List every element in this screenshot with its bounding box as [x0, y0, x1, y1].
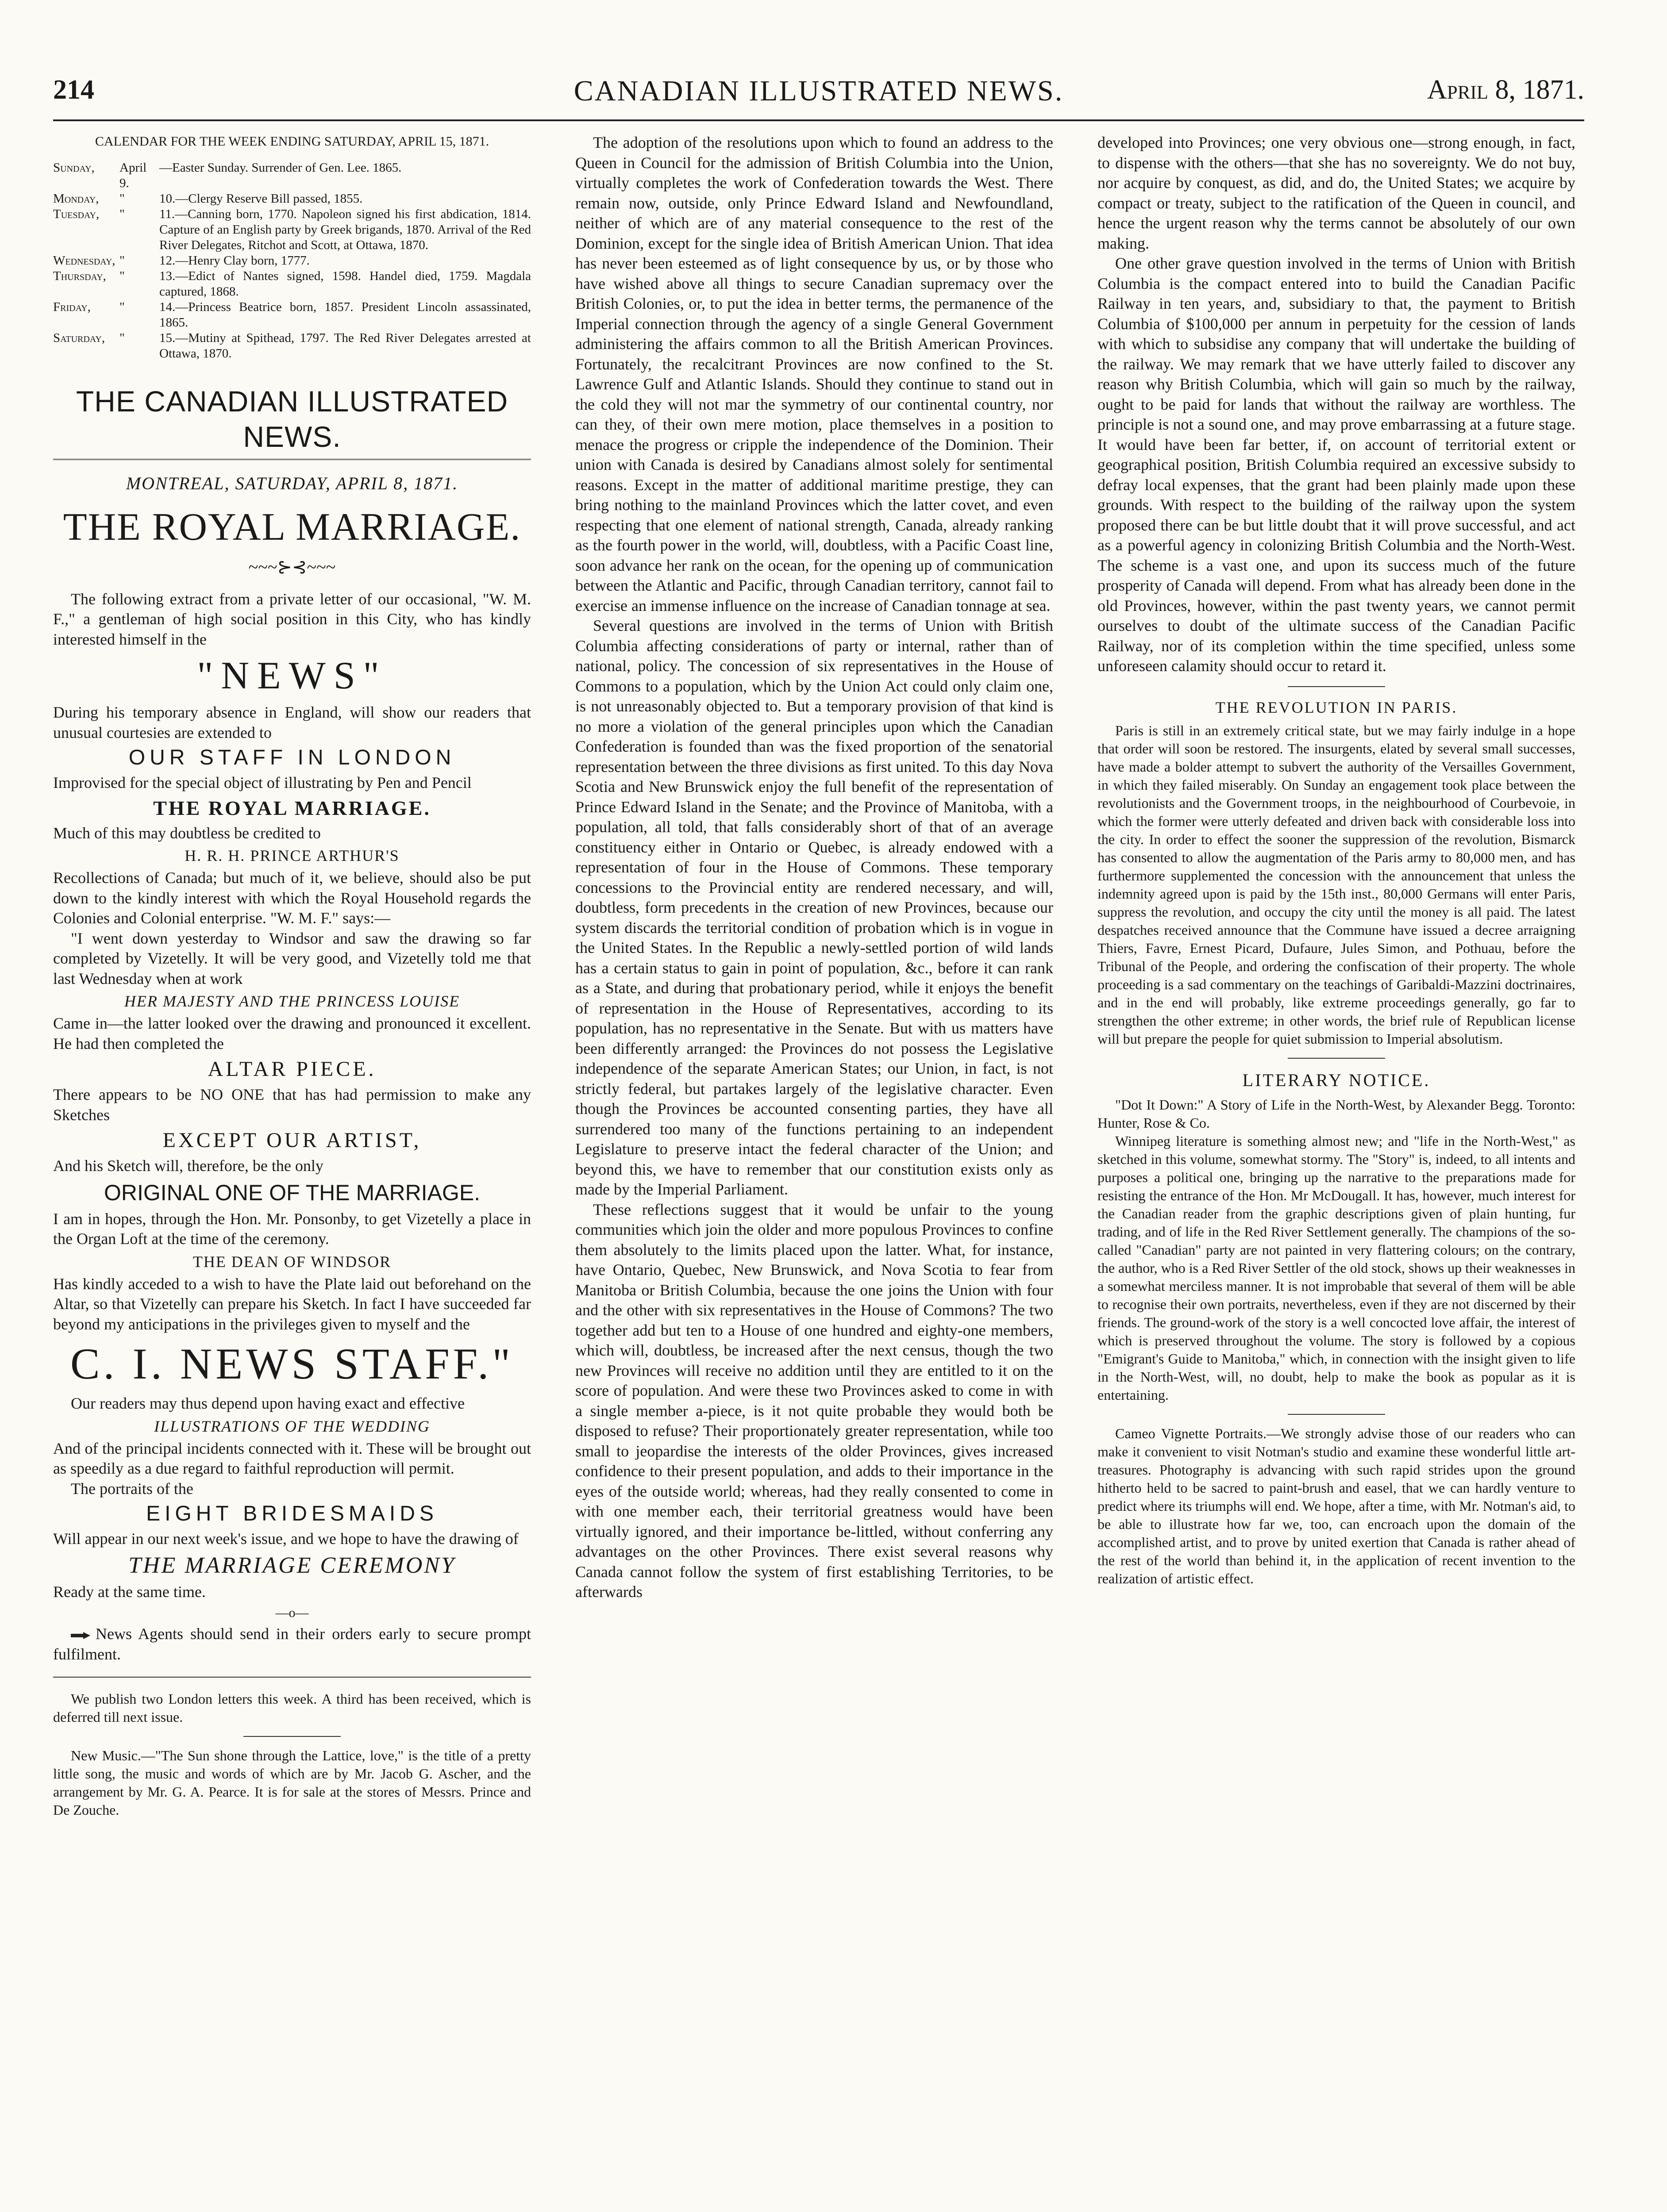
calendar-row [53, 330, 531, 361]
royal-marriage-display: THE ROYAL MARRIAGE. [153, 796, 431, 819]
news-display: "NEWS" [197, 654, 387, 697]
ceremony-display: THE MARRIAGE CEREMONY [128, 1552, 456, 1578]
calendar-day: Saturday, [53, 331, 105, 345]
dean-display: THE DEAN OF WINDSOR [192, 1252, 392, 1271]
calendar-row [53, 269, 531, 300]
newspaper-page [53, 66, 1584, 2212]
paragraph: There appears to be NO ONE that has had permission to make any Sketches [53, 1086, 531, 1124]
calendar-text: 12.—Henry Clay born, 1777. [159, 253, 310, 268]
calendar-text: —Easter Sunday. Surrender of Gen. Lee. 1865. [159, 161, 402, 175]
paragraph: And his Sketch will, therefore, be the only [53, 1157, 323, 1175]
dateline: MONTREAL, SATURDAY, APRIL 8, 1871. [126, 473, 458, 493]
issue-date: April 8, 1871. [1427, 75, 1584, 105]
our-staff-display: OUR STAFF IN LONDON [128, 746, 456, 769]
calendar-table [53, 160, 531, 361]
literary-citation: "Dot It Down:" A Story of Life in the North-West, by Alexander Begg. Toronto: Hunter, Rose & Co. [1097, 1096, 1575, 1131]
editorial-paragraph: The adoption of the resolutions upon which to found an address to the Queen in Council for the admission of British Columbia into the Union, virtually completes the work of Confederation towards the West. There remain now, outside, only Prince Edward Island and Newfoundland, neither of which are of any material consequence to the rest of the Dominion, except for the single idea of British American Union. That idea has never been esteemed as of light consequence by us, or by those who have wished above all things to secure Canadian supremacy over the British Colonies, or, to put the idea in better terms, the permanence of the Imperial connection through the agency of a single General Government administering the affairs common to all the British American Provinces. Fortunately, the recalcitrant Provinces are now confined to the St. Lawrence Gulf and Atlantic Islands. Should they continue to stand out in the cold they will not mar the symmetry of our continental country, nor can they, of their own mere motion, place themselves in a position to menace the progress or cripple the independence of the Dominion. Their union with Canada is desired by Canadians almost solely for sentimental reasons. Except in the matter of additional maritime prestige, they can bring nothing to the mainland Provinces which the latter covet, and even respecting that one element of national strength, Canada, already ranking as the fourth power in the world, will, doubtless, with a Pacific Coast line, soon advance her rank on the ocean, for the opening up of communication between the Atlantic and Pacific, through Canadian territory, cannot fail to exercise an immense influence on the increase of Canadian tonnage at sea. [575, 134, 1053, 614]
calendar-text: 13.—Edict of Nantes signed, 1598. Handel died, 1759. Magdala captured, 1868. [159, 269, 531, 299]
paragraph: Our readers may thus depend upon having exact and effective [71, 1394, 465, 1412]
publication-title: CANADIAN ILLUSTRATED NEWS. [574, 75, 1064, 107]
paragraph: I am in hopes, through the Hon. Mr. Ponsonby, to get Vizetelly a place in the Organ Loft at the time of the ceremony. [53, 1210, 531, 1248]
bridesmaids-display: EIGHT BRIDESMAIDS [146, 1502, 438, 1525]
paragraph: During his temporary absence in England, will show our readers that unusual courtesies are extended to [53, 703, 531, 741]
editorial-paragraph: One other grave question involved in the terms of Union with British Columbia is the compact entered into to build the Canadian Pacific Railway in ten years, and, subsidiary to that, the payment to British Columbia of $100,000 per annum in perpetuity for the cession of lands with which to subsidise any company that will undertake the building of the railway. We may remark that we have utterly failed to discover any reason why British Columbia, which will gain so much by the railway, ought to be paid for lands that without the railway are worthless. The principle is not a sound one, and may prove embarrassing at a future stage. It would have been far better, if, on account of territorial extent or geographical position, British Columbia required an excessive subsidy to defray local expenses, that the grant had been plainly made upon these grounds. With respect to the building of the railway upon the system proposed there can be but little doubt that it will prove successful, and act as a powerful agency in colonizing British Columbia and the North-West. The scheme is a vast one, and upon its success much of the future prosperity of Canada will depend. From what has already been done in the old Provinces, however, within the past twenty years, we cannot permit ourselves to doubt of the ultimate success of the Canadian Pacific Railway, nor of its completion within the time specified, unless some unforeseen calamity should occur to retard it. [1097, 254, 1575, 675]
calendar-row [53, 207, 531, 253]
calendar-date: " [119, 300, 125, 314]
divider [53, 1677, 531, 1678]
paragraph: Came in—the latter looked over the drawing and pronounced it excellent. He had then completed the [53, 1014, 531, 1052]
literary-paragraph: Winnipeg literature is something almost new; and "life in the North-West," as sketched in this volume, somewhat stormy. The "Story" is, indeed, to all intents and purposes a political one, bringing up the narrative to the preparations made for resisting the entrance of the Hon. Mr McDougall. It has, however, much interest for the Canadian reader from the graphic descriptions given of plain hunting, fur trading, and of life in the Red River Settlement generally. The champions of the so-called "Canadian" party are not painted in very flattering colours; on the contrary, the author, who is a Red River Settler of the old stock, shows up their weaknesses in a somewhat merciless manner. It is not improbable that several of them will be able to recognise their own portraits, nevertheless, even if they are not discerned by their friends. The ground-work of the story is a well concocted love affair, the interest of which is preserved throughout the volume. The story is followed by a copious "Emigrant's Guide to Manitoba," which, in connection with the insight given to life in the North-West, will, no doubt, help to make the book as popular as it is entertaining. [1097, 1133, 1575, 1403]
divider [1288, 1058, 1385, 1059]
prince-display: H. R. H. PRINCE ARTHUR'S [185, 847, 400, 864]
headline: THE ROYAL MARRIAGE. [63, 505, 521, 549]
calendar-day: Thursday, [53, 269, 106, 283]
divider [243, 1736, 341, 1737]
calendar-day: Friday, [53, 300, 91, 314]
paragraph: Recollections of Canada; but much of it, we believe, should also be put down to the kindly interest with which the Royal Household regards the Colonies and Colonial enterprise. "W. M. F." says:— [53, 869, 531, 927]
editorial-paragraph: Several questions are involved in the terms of Union with British Columbia affecting considerations of party or internal, rather than of national, policy. The concession of six representatives in the House of Commons to a population, which by the Union Act could only claim one, is not unreasonably objected to. But a temporary provision of that kind is no more a violation of the general principles upon which the Canadian Confederation is founded than was the fixed proportion of the senatorial representation between the three divisions as first united. To this day Nova Scotia and New Brunswick enjoy the full benefit of the representation of Prince Edward Island in the Senate; and the Province of Manitoba, with a population, all told, that falls considerably short of that of an average constituency either in Ontario or Quebec, is already endowed with a representation of four in the House of Commons. These temporary concessions to the Provincial entity are rendered necessary, and will, doubtless, form precedents in the creation of new Provinces, because our system discards the territorial condition of probation which is in vogue in the United States. In the Republic a newly-settled portion of wild lands has a certain status to gain in point of population, &c., before it can rank as a State, and during that probationary period, while it enjoys the benefit of representation in the House of Representatives, according to its population, has no representative in the Senate. But with us matters have been differently arranged: the Provinces do not possess the Legislative independence of the separate American States; our Union, in fact, is not strictly federal, but partakes largely of the legislative character. Even though the Provinces be accounted consenting parties, they have all surrendered too many of the functions pertaining to an independent Legislature to preserve intact the federal character of the Union; and beyond this, we have to remember that our constitution exists only as made by the Imperial Parliament. [575, 617, 1053, 1198]
new-music-paragraph: New Music.—"The Sun shone through the Lattice, love," is the title of a pretty little song, the music and words of which are by Mr. Jacob G. Ascher, and the arrangement by Mr. G. A. Pearce. It is for sale at the stores of Messrs. Prince and De Zouche. [53, 1747, 531, 1818]
paragraph: Has kindly acceded to a wish to have the Plate laid out beforehand on the Altar, so that Vizetelly can prepare his Sketch. In fact I have succeeded far beyond my anticipations in the privileges given to myself and the [53, 1275, 531, 1333]
intro-paragraph: The following extract from a private letter of our occasional, "W. M. F.," a gentleman of high social position in this City, who has kindly interested himself in the [53, 590, 531, 648]
paragraph: Ready at the same time. [53, 1582, 206, 1601]
editorial-paragraph: developed into Provinces; one very obvious one—strong enough, in fact, to dispense with the others—that she has no sovereignty. We do not buy, nor acquire by conquest, as did, and do, the United States; we acquire by compact or treaty, subject to the ratification of the Queen in council, and hence the urgent reason why the terms cannot be absolutely of our own making. [1097, 134, 1575, 252]
column-3 [1097, 133, 1575, 1588]
paragraph: Much of this may doubtless be credited to [53, 824, 321, 842]
calendar-date: " [119, 331, 125, 345]
calendar-day: Wednesday, [53, 253, 115, 268]
pointing-hand-icon [71, 1631, 91, 1640]
editorial-paragraph: These reflections suggest that it would be unfair to the young communities which join the older and more populous Provinces to confine them absolutely to the limits placed upon the latter. What, for instance, have Ontario, Quebec, New Brunswick, and Nova Scotia to fear from Manitoba or British Columbia, because the one joins the Union with four and the other with six representatives in the House of Commons? The two together add but ten to a House of one hundred and eighty-one members, which will, doubtless, be increased after the next census, though the two new Provinces will receive no addition until they are entitled to it on the score of population. And were these two Provinces asked to come in with a single member a-piece, is it not quite probable they would both be disposed to refuse? Their proportionately greater representation, while too small to jeopardise the interests of the older Provinces, gives increased confidence to their present population, and adds to their importance in the eyes of the outside world; whereas, had they really consented to come in with one member each, their territorial greatness would have been virtually ignored, and their importance be-littled, without conferring any advantages on the other Provinces. There exist several reasons why Canada cannot follow the system of first establishing Territories, to be afterwards [575, 1200, 1053, 1601]
altar-display: ALTAR PIECE. [208, 1057, 377, 1081]
calendar-day: Monday, [53, 192, 99, 206]
ci-news-display: C. I. NEWS STAFF." [70, 1339, 514, 1388]
literary-heading: LITERARY NOTICE. [1242, 1070, 1431, 1090]
calendar-row [53, 191, 531, 207]
calendar-title: CALENDAR FOR THE WEEK ENDING SATURDAY, APRIL 15, 1871. [95, 134, 489, 149]
paragraph: Improvised for the special object of illustrating by Pen and Pencil [53, 774, 472, 791]
page-header [53, 66, 1584, 121]
column-1 [53, 133, 531, 1819]
original-display: ORIGINAL ONE OF THE MARRIAGE. [104, 1180, 481, 1205]
calendar-day: Sunday, [53, 161, 95, 175]
calendar-day: Tuesday, [53, 207, 100, 221]
paragraph: And of the principal incidents connected with it. These will be brought out as speedily as a due regard to faithful reproduction will permit. [53, 1439, 531, 1477]
calendar-date: " [119, 192, 125, 206]
calendar-text: 11.—Canning born, 1770. Napoleon signed his first abdication, 1814. Capture of an English party by Greek brigands, 1870. Arrival of the Red River Delegates, Ritchot and Scott, at Ottawa, 1870. [159, 207, 531, 252]
cameo-paragraph: Cameo Vignette Portraits.—We strongly advise those of our readers who can make it convenient to visit Notman's studio and examine these wonderful little art-treasures. Photography is advancing with such rapid strides upon the ground hitherto held to be sacred to paint-brush and easel, that we can hardly venture to predict where its triumphs will end. We hope, after a time, with Mr. Notman's aid, to be able to illustrate how far we, too, can encroach upon the domain of the accomplished artist, and to prove by united exertion that Canada is rather ahead of the rest of the world than behind it, in the application of recent invention to the realization of artistic effect. [1097, 1425, 1575, 1586]
illustrations-display: ILLUSTRATIONS OF THE WEDDING [154, 1417, 430, 1435]
ornament: ~~~⊱⊰~~~ [248, 557, 336, 577]
calendar-date: " [119, 253, 125, 268]
page-number: 214 [53, 75, 94, 105]
paragraph: The portraits of the [71, 1479, 193, 1498]
quote-paragraph: "I went down yesterday to Windsor and saw the drawing so far completed by Vizetelly. It will be very good, and Vizetelly told me that last Wednesday when at work [53, 929, 531, 987]
paragraph: Will appear in our next week's issue, and we hope to have the drawing of [53, 1530, 519, 1548]
calendar-row [53, 300, 531, 330]
calendar-date: " [119, 269, 125, 283]
revolution-heading: THE REVOLUTION IN PARIS. [1215, 698, 1458, 716]
calendar-text: 15.—Mutiny at Spithead, 1797. The Red River Delegates arrested at Ottawa, 1870. [159, 331, 531, 361]
calendar-row [53, 253, 531, 269]
except-display: EXCEPT OUR ARTIST, [162, 1129, 422, 1152]
her-majesty-display: HER MAJESTY AND THE PRINCESS LOUISE [124, 992, 460, 1010]
paragraph: We publish two London letters this week. A third has been received, which is deferred till next issue. [53, 1691, 531, 1725]
calendar-text: 14.—Princess Beatrice born, 1857. President Lincoln assassinated, 1865. [159, 300, 531, 330]
separator: —o— [275, 1605, 309, 1620]
calendar-text: 10.—Clergy Reserve Bill passed, 1855. [159, 192, 363, 206]
revolution-paragraph: Paris is still in an extremely critical state, but we may fairly indulge in a hope that order will soon be restored. The insurgents, elated by several small successes, have made a bolder attempt to subvert the authority of the Versailles Government, in which they failed miserably. On Sunday an engagement took place between the revolutionists and the Government troops, in the neighbourhood of Courbevoie, in which the former were utterly defeated and driven back with considerable loss into the city. In order to effect the sooner the suppression of the revolution, Bismarck has consented to allow the augmentation of the Paris army to 80,000 men, and has furthermore supplemented the concession with the announcement that unless the indemnity agreed upon is paid by the 15th inst., 80,000 Germans will enter Paris, suppress the revolution, and occupy the city until the money is all paid. The latest despatches received announce that the Commune have issued a decree arraigning Thiers, Favre, Ernest Picard, Dufaure, Jules Simon, and Pothuau, before the Tribunal of the People, and ordering the confiscation of their property. The whole proceeding is a sad commentary on the teachings of Garibaldi-Mazzini doctrinaires, and in the end will probably, like extreme proceedings generally, go far to strengthen the other extreme; in other words, the brief rule of Republican license will but prepare the people for quiet submission to Imperial absolutism. [1097, 722, 1575, 1047]
calendar-date: " [119, 207, 125, 221]
news-agents-text: News Agents should send in their orders early to secure prompt fulfilment. [53, 1625, 531, 1663]
divider [1288, 1414, 1385, 1415]
news-agents-paragraph [53, 1624, 531, 1664]
calendar-row [53, 160, 531, 191]
masthead: THE CANADIAN ILLUSTRATED NEWS. [53, 384, 531, 460]
column-2 [575, 133, 1053, 1602]
divider [1288, 686, 1385, 687]
calendar-date: April 9. [119, 161, 147, 190]
